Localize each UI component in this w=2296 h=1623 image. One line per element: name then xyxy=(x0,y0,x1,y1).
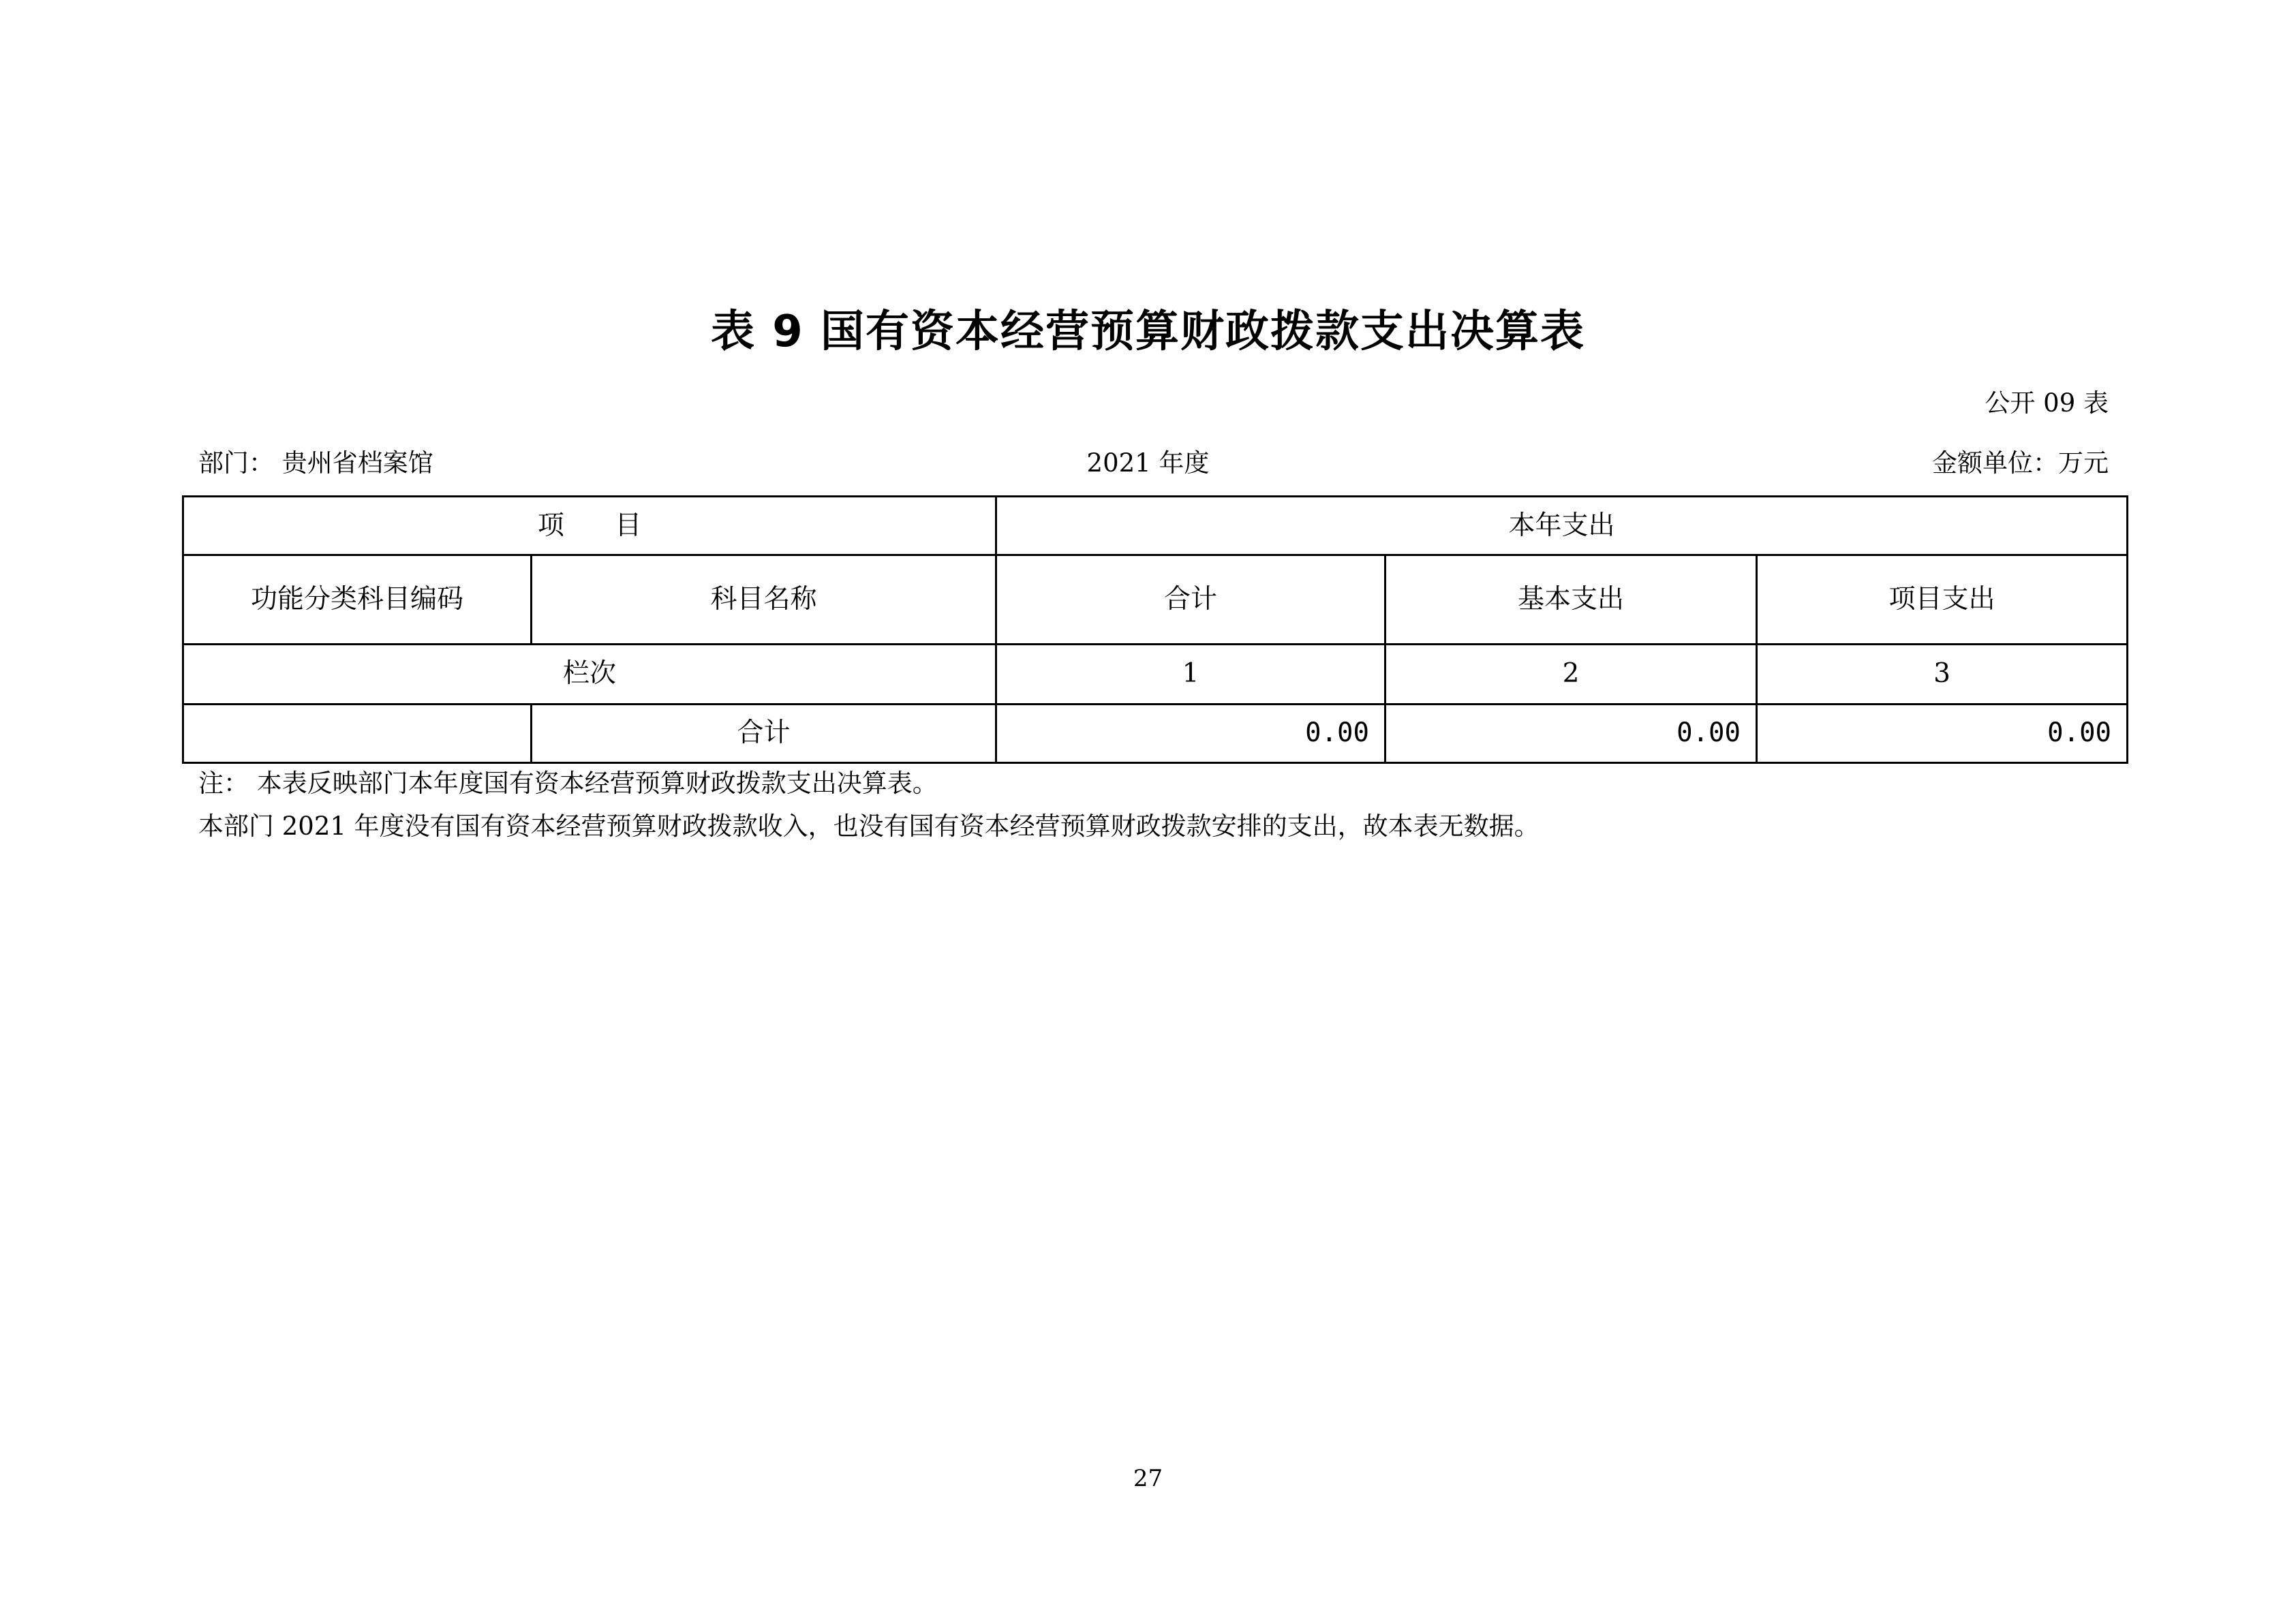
index-1: 1 xyxy=(996,644,1386,704)
table-header-row-1 xyxy=(183,497,2128,555)
note-line-1: 注： 本表反映部门本年度国有资本经营预算财政拨款支出决算表。 xyxy=(198,769,938,798)
table-total-row xyxy=(183,704,2128,762)
table-index-row xyxy=(183,644,2128,704)
page-title: 表 9 国有资本经营预算财政拨款支出决算表 xyxy=(710,307,1586,357)
total-row-total: 0.00 xyxy=(996,704,1386,762)
department-label: 部门： 贵州省档案馆 xyxy=(198,448,433,478)
col-project-expenditure: 项目支出 xyxy=(1757,555,2128,644)
col-function-code-label: 功能分类科目编码 xyxy=(250,583,463,615)
current-year-header: 本年支出 xyxy=(996,497,2128,555)
col-function-code xyxy=(183,555,532,644)
expenditure-table xyxy=(182,495,2128,764)
fiscal-year: 2021 年度 xyxy=(1086,448,1210,478)
total-row-name: 合计 xyxy=(532,704,996,762)
col-total: 合计 xyxy=(996,555,1386,644)
row-index-label: 栏次 xyxy=(183,644,996,704)
index-2: 2 xyxy=(1386,644,1757,704)
form-number: 公开 09 表 xyxy=(1985,388,2109,418)
amount-unit: 金额单位：万元 xyxy=(1932,448,2109,478)
col-subject-name: 科目名称 xyxy=(532,555,996,644)
total-row-basic: 0.00 xyxy=(1386,704,1757,762)
table-header-row-2 xyxy=(183,555,2128,644)
col-basic-expenditure: 基本支出 xyxy=(1386,555,1757,644)
project-header: 项 目 xyxy=(183,497,996,555)
total-row-code xyxy=(183,704,532,762)
index-3: 3 xyxy=(1757,644,2128,704)
page-number: 27 xyxy=(1133,1465,1163,1492)
note-line-2: 本部门 2021 年度没有国有资本经营预算财政拨款收入，也没有国有资本经营预算财政拨款安排的支出，故本表无数据。 xyxy=(198,812,1540,841)
total-row-project: 0.00 xyxy=(1757,704,2128,762)
